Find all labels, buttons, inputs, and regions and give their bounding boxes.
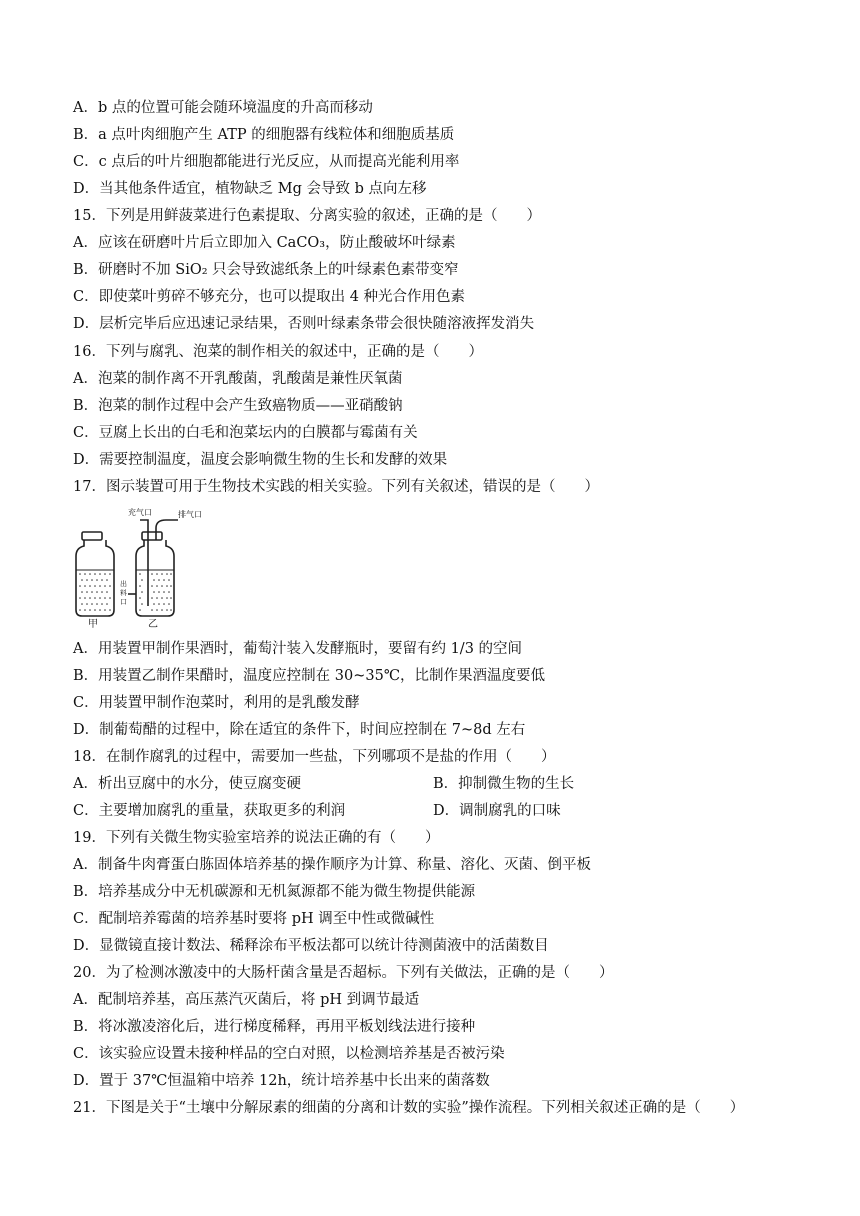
apparatus-diagram: [70, 506, 220, 628]
q18-stem: 18．在制作腐乳的过程中，需要加一些盐，下列哪项不是盐的作用（ ）: [73, 749, 556, 765]
q17-option-b: B．用装置乙制作果醋时，温度应控制在 30~35℃，比制作果酒温度要低: [73, 668, 546, 684]
q18-option-d: D．调制腐乳的口味: [433, 803, 561, 819]
q19-option-d: D．显微镜直接计数法、稀释涂布平板法都可以统计待测菌液中的活菌数目: [73, 938, 549, 954]
label-jia: 甲: [88, 619, 98, 628]
label-discharge-3: 口: [120, 598, 127, 606]
q19-stem: 19．下列有关微生物实验室培养的说法正确的有（ ）: [73, 830, 440, 846]
liquid-jia: [79, 573, 111, 611]
q18-option-b: B．抑制微生物的生长: [433, 776, 575, 792]
q14-option-d: D．当其他条件适宜，植物缺乏 Mg 会导致 b 点向左移: [73, 181, 427, 197]
q20-option-b: B．将冰激凌溶化后，进行梯度稀释，再用平板划线法进行接种: [73, 1019, 476, 1035]
q16-option-a: A．泡菜的制作离不开乳酸菌，乳酸菌是兼性厌氧菌: [73, 371, 403, 387]
q16-stem: 16．下列与腐乳、泡菜的制作相关的叙述中，正确的是（ ）: [73, 344, 483, 360]
q16-option-b: B．泡菜的制作过程中会产生致癌物质——亚硝酸钠: [73, 398, 403, 414]
q18-option-a: A．析出豆腐中的水分，使豆腐变硬: [73, 776, 301, 792]
q15-option-b: B．研磨时不加 SiO₂ 只会导致滤纸条上的叶绿素色素带变窄: [73, 262, 459, 278]
q19-option-c: C．配制培养霉菌的培养基时要将 pH 调至中性或微碱性: [73, 911, 435, 927]
label-outlet: 排气口: [178, 510, 202, 519]
q16-option-d: D．需要控制温度，温度会影响微生物的生长和发酵的效果: [73, 452, 448, 468]
q16-option-c: C．豆腐上长出的白毛和泡菜坛内的白膜都与霉菌有关: [73, 425, 418, 441]
bottle-yi: [128, 520, 178, 616]
q15-option-a: A．应该在研磨叶片后立即加入 CaCO₃，防止酸破坏叶绿素: [73, 235, 456, 251]
q17-option-c: C．用装置甲制作泡菜时，利用的是乳酸发酵: [73, 695, 360, 711]
q17-stem: 17．图示装置可用于生物技术实践的相关实验。下列有关叙述，错误的是（ ）: [73, 479, 599, 495]
q14-option-b: B．a 点叶肉细胞产生 ATP 的细胞器有线粒体和细胞质基质: [73, 127, 455, 143]
label-discharge-1: 出: [120, 580, 127, 588]
q20-option-d: D．置于 37℃恒温箱中培养 12h，统计培养基中长出来的菌落数: [73, 1073, 490, 1089]
q20-stem: 20．为了检测冰激凌中的大肠杆菌含量是否超标。下列有关做法，正确的是（ ）: [73, 965, 614, 981]
q14-option-c: C．c 点后的叶片细胞都能进行光反应，从而提高光能利用率: [73, 154, 460, 170]
q15-option-d: D．层析完毕后应迅速记录结果，否则叶绿素条带会很快随溶液挥发消失: [73, 316, 535, 332]
label-inlet: 充气口: [128, 508, 152, 517]
fermentation-apparatus-figure: [70, 506, 220, 628]
q20-option-a: A．配制培养基，高压蒸汽灭菌后，将 pH 到调节最适: [73, 992, 420, 1008]
q15-stem: 15．下列是用鲜菠菜进行色素提取、分离实验的叙述，正确的是（ ）: [73, 208, 541, 224]
liquid-yi: [139, 573, 172, 611]
q21-stem: 21．下图是关于“土壤中分解尿素的细菌的分离和计数的实验”操作流程。下列相关叙述正确的是（ ）: [73, 1100, 745, 1116]
q17-option-d: D．制葡萄醋的过程中，除在适宜的条件下，时间应控制在 7~8d 左右: [73, 722, 526, 738]
q19-option-b: B．培养基成分中无机碳源和无机氮源都不能为微生物提供能源: [73, 884, 476, 900]
q15-option-c: C．即使菜叶剪碎不够充分，也可以提取出 4 种光合作用色素: [73, 289, 466, 305]
q19-option-a: A．制备牛肉膏蛋白胨固体培养基的操作顺序为计算、称量、溶化、灭菌、倒平板: [73, 857, 591, 873]
q20-option-c: C．该实验应设置未接种样品的空白对照，以检测培养基是否被污染: [73, 1046, 505, 1062]
label-yi: 乙: [148, 619, 158, 628]
q14-option-a: A．b 点的位置可能会随环境温度的升高而移动: [73, 100, 373, 116]
label-discharge-2: 料: [120, 589, 127, 597]
q18-option-c: C．主要增加腐乳的重量，获取更多的利润: [73, 803, 346, 819]
q17-option-a: A．用装置甲制作果酒时，葡萄汁装入发酵瓶时，要留有约 1/3 的空间: [73, 641, 523, 657]
